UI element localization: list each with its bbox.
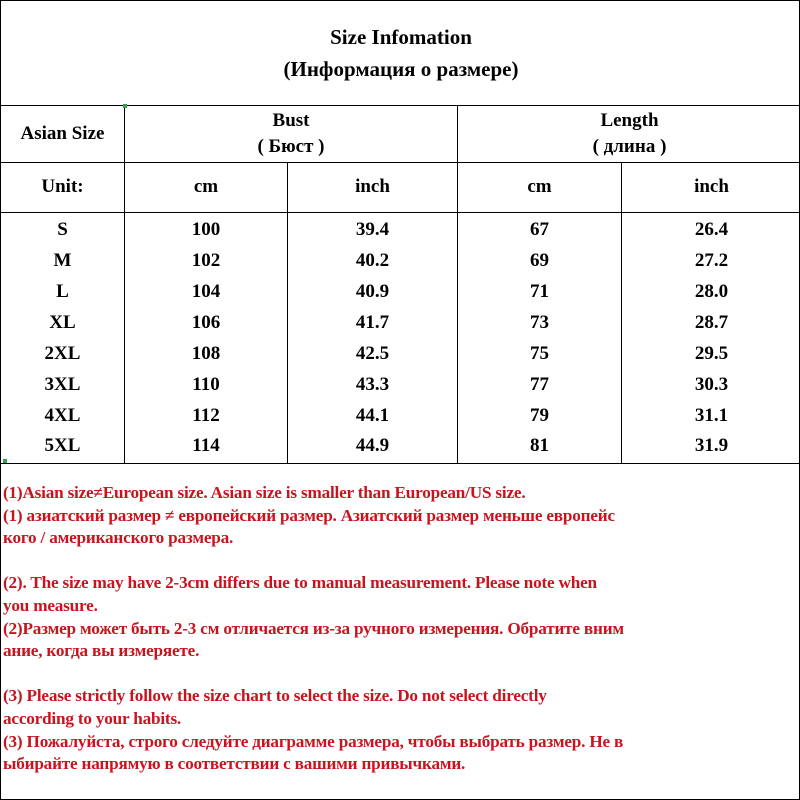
unit-length-cm (458, 162, 621, 212)
length-inch-cell: 28.0 (694, 281, 729, 302)
bust-cm-cell: 106 (191, 312, 221, 333)
length-cm-cell: 75 (530, 343, 549, 364)
length-cm-cell: 79 (530, 405, 549, 426)
title-block (1, 1, 800, 105)
note-line: (2). The size may have 2-3cm differs due to manual measurement. Please note when (3, 573, 597, 593)
note-line: ание, когда вы измеряете. (3, 641, 200, 661)
unit-length-cm-text: cm (527, 176, 552, 197)
bust-cm-cell: 110 (192, 374, 220, 395)
length-inch-cell: 30.3 (694, 374, 729, 395)
bust-inch-cell: 39.4 (355, 219, 390, 240)
table-row (1, 400, 800, 431)
note-line: ыбирайте напрямую в соответствии с вашими привычками. (3, 754, 466, 774)
size-cell: 2XL (44, 343, 81, 364)
length-inch-cell: 31.1 (694, 405, 729, 426)
size-cell: M (53, 250, 72, 271)
unit-length-inch-text: inch (694, 176, 729, 197)
note-line: (3) Пожалуйста, строго следуйте диаграмме размера, чтобы выбрать размер. Не в (3, 731, 624, 751)
bust-cm-cell: 100 (191, 219, 221, 240)
length-inch-cell: 28.7 (694, 312, 729, 333)
note-gap (3, 663, 799, 686)
table-row (1, 369, 800, 400)
length-cm-cell: 77 (530, 374, 549, 395)
table-row (1, 245, 800, 276)
bust-cm-cell: 104 (191, 281, 221, 302)
length-cm-cell: 73 (530, 312, 549, 333)
header-length-label: Length (600, 109, 659, 131)
unit-label-text: Unit: (41, 176, 84, 197)
note-line: you measure. (3, 595, 98, 615)
notes-section (3, 482, 799, 776)
note-line: (3) Please strictly follow the size chart to select the size. Do not select directly (3, 686, 547, 706)
note-line: (2)Размер может быть 2-3 см отличается из-за ручного измерения. Обратите вним (3, 618, 624, 638)
header-length (458, 105, 800, 162)
divider-unit (1, 212, 800, 213)
size-cell: 3XL (44, 374, 81, 395)
length-inch-cell: 31.9 (694, 435, 729, 456)
length-inch-cell: 26.4 (694, 219, 729, 240)
bust-cm-cell: 102 (191, 250, 221, 271)
length-inch-cell: 27.2 (694, 250, 729, 271)
bust-inch-cell: 43.3 (355, 374, 390, 395)
header-bust-sub: ( Бюст ) (257, 135, 325, 157)
bust-inch-cell: 40.2 (355, 250, 390, 271)
header-bust-label: Bust (272, 109, 310, 131)
table-row (1, 430, 800, 461)
header-asian-size-label: Asian Size (20, 122, 105, 144)
note-line: кого / американского размера. (3, 528, 234, 548)
length-cm-cell: 67 (530, 219, 549, 240)
size-cell: S (57, 219, 68, 240)
note-line: (1)Asian size≠European size. Asian size is smaller than European/US size. (3, 483, 526, 502)
length-inch-cell: 29.5 (694, 343, 729, 364)
size-cell: L (56, 281, 69, 302)
note-gap (3, 550, 799, 573)
bust-inch-cell: 44.1 (355, 405, 390, 426)
table-row (1, 214, 800, 245)
bust-cm-cell: 114 (192, 435, 220, 456)
size-cell: 5XL (44, 435, 81, 456)
unit-label (1, 162, 124, 212)
length-cm-cell: 81 (530, 435, 549, 456)
size-cell: XL (49, 312, 76, 333)
note-line: (1) азиатский размер ≠ европейский размер. Азиатский размер меньше европейс (3, 505, 615, 525)
bust-inch-cell: 41.7 (355, 312, 390, 333)
divider-table-bottom (1, 463, 800, 464)
length-cm-cell: 71 (530, 281, 549, 302)
header-asian-size (1, 105, 124, 162)
bust-cm-cell: 108 (191, 343, 221, 364)
table-row (1, 276, 800, 307)
unit-bust-inch-text: inch (355, 176, 390, 197)
bust-inch-cell: 44.9 (355, 435, 390, 456)
bust-inch-cell: 40.9 (355, 281, 390, 302)
bust-inch-cell: 42.5 (355, 343, 390, 364)
table-row (1, 338, 800, 369)
title-russian: (Информация о размере) (283, 57, 519, 81)
note-line: according to your habits. (3, 708, 182, 728)
unit-bust-cm-text: cm (193, 176, 219, 197)
size-cell: 4XL (44, 405, 81, 426)
unit-length-inch (622, 162, 800, 212)
unit-bust-cm (125, 162, 287, 212)
header-length-sub: ( длина ) (592, 135, 667, 157)
title-english: Size Infomation (330, 25, 472, 49)
table-row (1, 307, 800, 338)
header-bust (125, 105, 457, 162)
length-cm-cell: 69 (530, 250, 549, 271)
bust-cm-cell: 112 (192, 405, 220, 426)
unit-bust-inch (288, 162, 457, 212)
